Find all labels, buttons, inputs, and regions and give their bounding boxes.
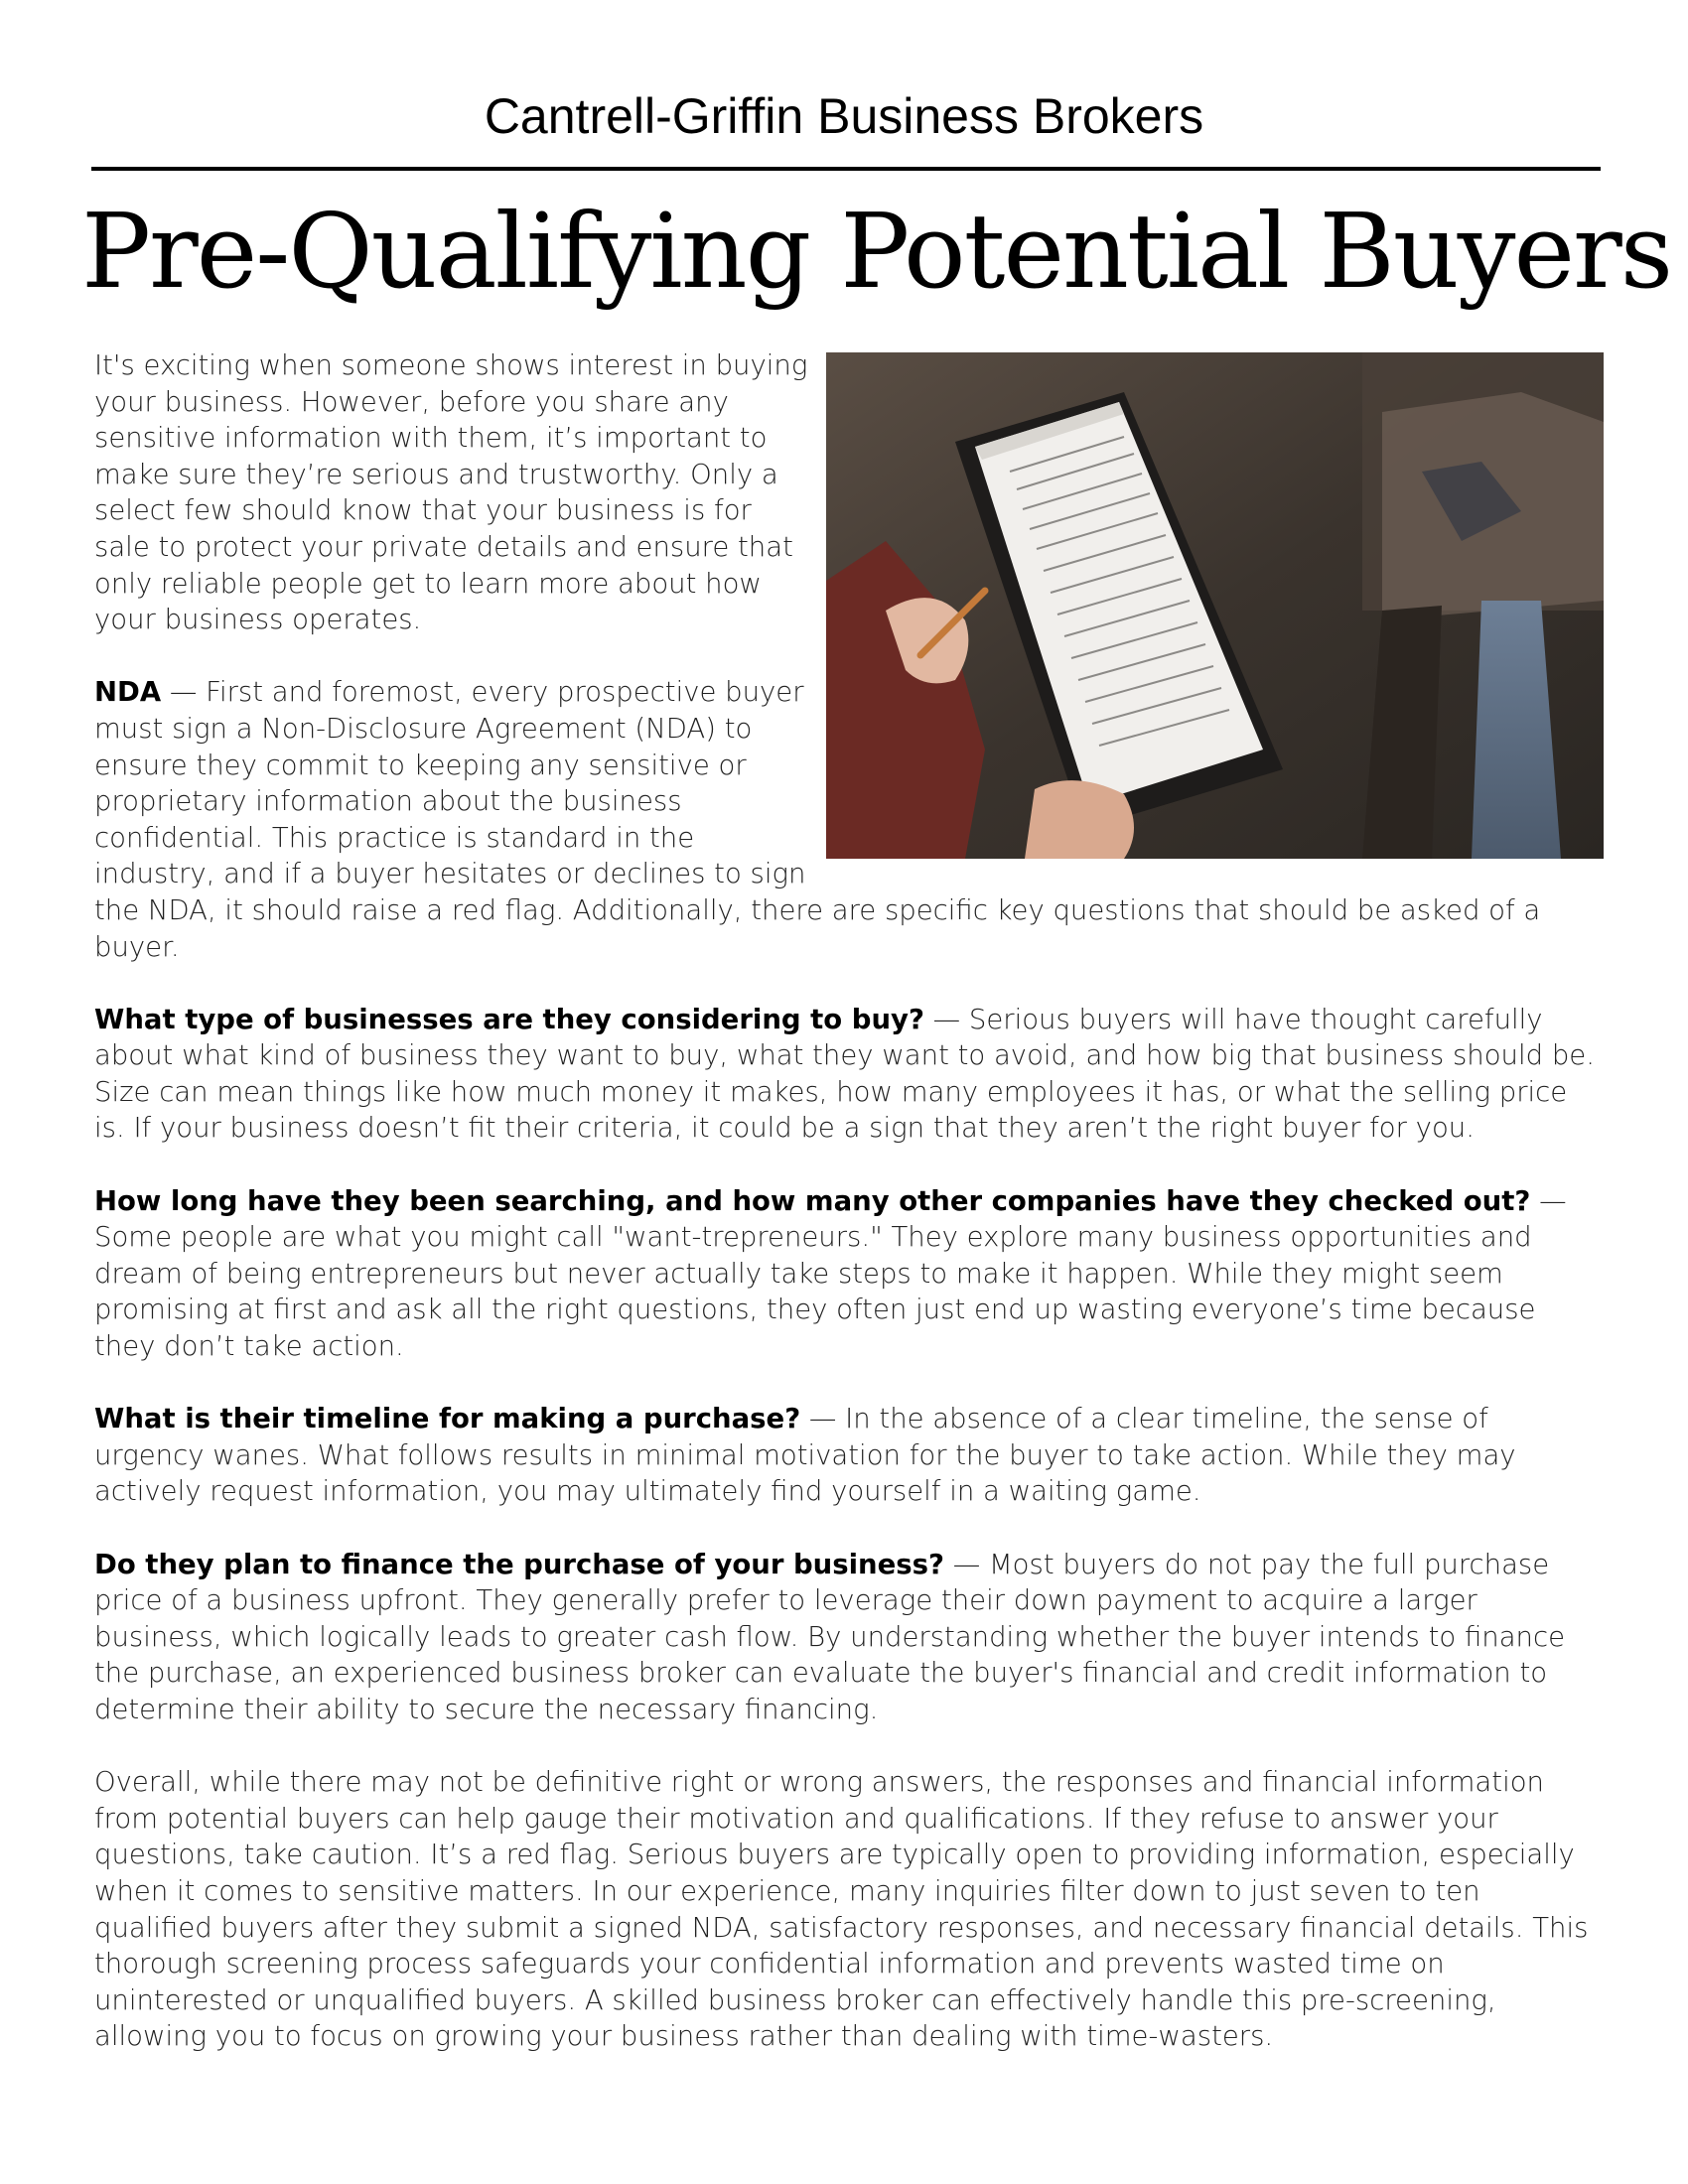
header-divider <box>91 167 1601 171</box>
section-financing <box>94 1547 1604 1728</box>
intro-paragraph: It's exciting when someone shows interest in buying your business. However, before you share any sensitive information with them, it’s important to make sure they’re serious and trustworthy. Only a select few should know that your business is for sale to protect your private details and ensure that only reliable people get to learn more about how your business operates. <box>94 349 808 636</box>
section-search-duration <box>94 1183 1604 1365</box>
section-text: — Serious buyers will have thought carefully about what kind of business they want to buy, what they want to avoid, and how big that business should be. Size can mean things like how much money it makes, how many employees it has, or what the selling price is. If your business doesn’t fit their criteria, it could be a sign that they aren’t the right buyer for you. <box>94 1003 1595 1145</box>
section-text: — Most buyers do not pay the full purchase price of a business upfront. They generally prefer to leverage their down payment to acquire a larger business, which logically leads to greater cash flow. By understanding whether the buyer intends to finance the purchase, an experienced business broker can evaluate the buyer's financial and credit information to determine their ability to secure the necessary financing. <box>94 1548 1566 1725</box>
section-text: — First and foremost, every prospective buyer must sign a Non-Disclosure Agreement (NDA) to ensure they commit to keeping any sensitive or proprietary information about the business confidential. This practice is standard in the industry, and if a buyer hesitates or declines to sign the NDA, it should raise a red flag. Additionally, there are specific key questions that should be asked of a buyer. <box>94 676 1541 963</box>
section-heading: NDA <box>94 676 162 709</box>
section-heading: What is their timeline for making a purchase? <box>94 1403 801 1435</box>
section-business-type <box>94 1002 1604 1147</box>
clipboard-document-photo <box>826 352 1604 859</box>
conclusion-paragraph: Overall, while there may not be definitive right or wrong answers, the responses and financial information from potential buyers can help gauge their motivation and qualifications. If they refuse to answer your questions, take caution. It’s a red flag. Serious buyers are typically open to providing information, especially when it comes to sensitive matters. In our experience, many inquiries filter down to just seven to ten qualified buyers after they submit a signed NDA, satisfactory responses, and necessary financial details. This thorough screening process safeguards your confidential information and prevents wasted time on uninterested or unqualified buyers. A skilled business broker can effectively handle this pre-screening, allowing you to focus on growing your business rather than dealing with time-wasters. <box>94 1766 1589 2053</box>
article-body <box>94 347 1604 2092</box>
page-title: Pre-Qualifying Potential Buyers <box>81 191 1672 312</box>
section-heading: Do they plan to finance the purchase of your business? <box>94 1548 944 1580</box>
section-text: — Some people are what you might call "want-trepreneurs." They explore many business opportunities and dream of being entrepreneurs but never actually take steps to make it happen. While they might seem promising at first and ask all the right questions, they often just end up wasting everyone’s time because they don’t take action. <box>94 1184 1567 1363</box>
section-timeline <box>94 1401 1604 1510</box>
brand-name: Cantrell-Griffin Business Brokers <box>484 88 1204 144</box>
section-text: — In the absence of a clear timeline, the sense of urgency wanes. What follows results in minimal motivation for the buyer to take action. While they may actively request information, you may ultimately find yourself in a waiting game. <box>94 1403 1516 1508</box>
section-heading: How long have they been searching, and how many other companies have they checked out? <box>94 1184 1531 1217</box>
section-heading: What type of businesses are they considering to buy? <box>94 1003 924 1035</box>
